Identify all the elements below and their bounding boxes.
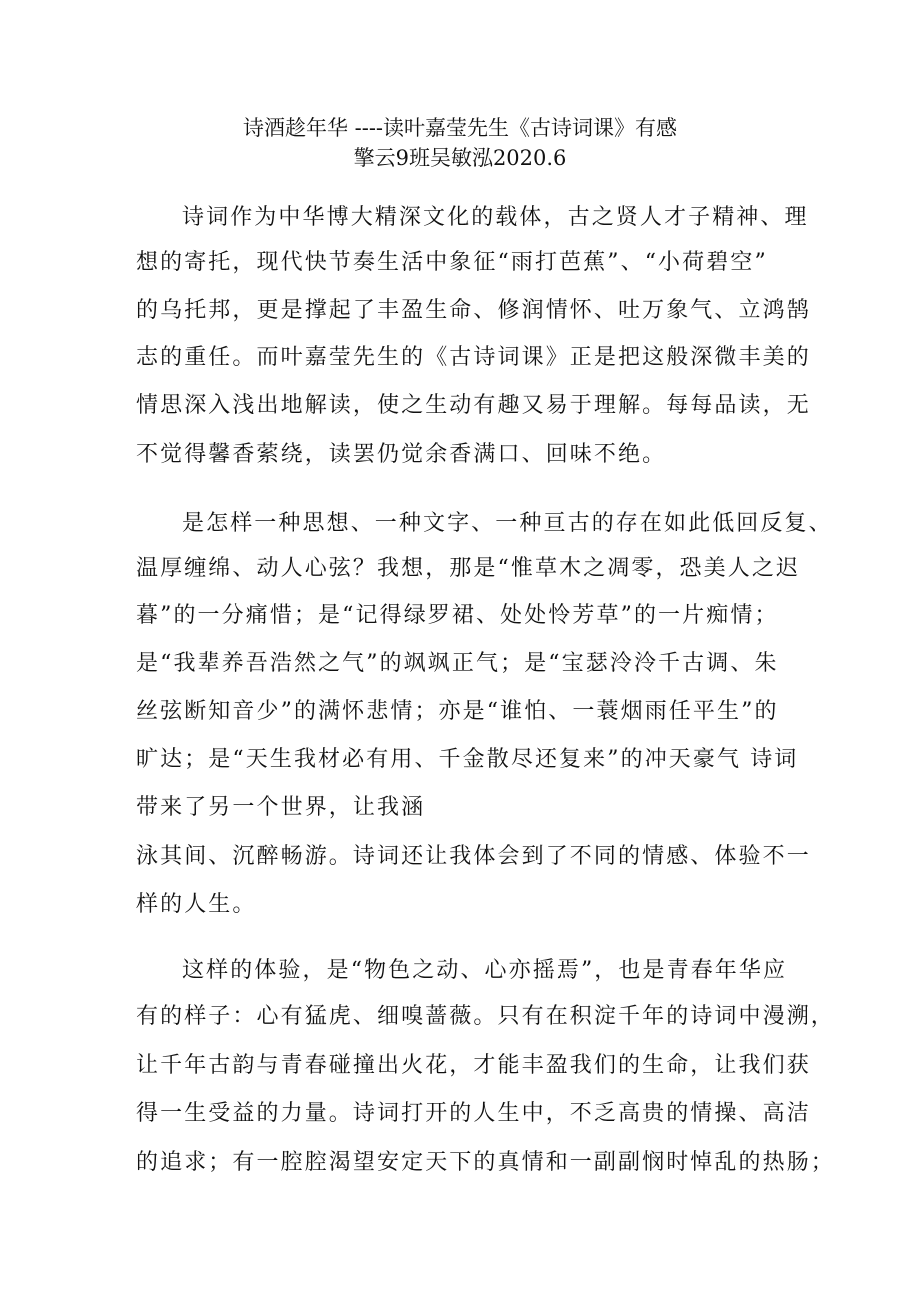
paragraph-2-line-1: 是怎样一种思想、一种文字、一种亘古的存在如此低回反复、 xyxy=(182,511,833,536)
paragraph-3-line-3: 让千年古韵与青春碰撞出火花，才能丰盈我们的生命，让我们获 xyxy=(136,1053,811,1078)
paragraph-3-line-1: 这样的体验，是“物色之动、心亦摇焉”，也是青春年华应 xyxy=(182,958,788,983)
paragraph-1-line-5: 情思深入浅出地解读，使之生动有趣又易于理解。每每品读，无 xyxy=(136,393,811,418)
author-byline: 擎云9班吴敏泓2020.6 xyxy=(353,146,567,170)
paragraph-1-line-6: 不觉得馨香萦绕，读罢仍觉余香满口、回味不绝。 xyxy=(136,442,667,467)
paragraph-3-line-4: 得一生受益的力量。诗词打开的人生中，不乏高贵的情操、高洁 xyxy=(136,1101,811,1126)
paragraph-1-line-1: 诗词作为中华博大精深文化的载体，古之贤人才子精神、理 xyxy=(182,205,809,230)
paragraph-2-line-5: 丝弦断知音少”的满怀悲情；亦是“谁怕、一蓑烟雨任平生”的 xyxy=(136,699,779,724)
paragraph-2-line-3: 暮”的一分痛惜；是“记得绿罗裙、处处怜芳草”的一片痴情； xyxy=(136,603,779,628)
paragraph-2-line-4: 是“我辈养吾浩然之气”的飒飒正气；是“宝瑟泠泠千古调、朱 xyxy=(136,651,779,676)
paragraph-2-line-6: 旷达；是“天生我材必有用、千金散尽还复来”的冲天豪气 诗词 xyxy=(136,747,799,772)
paragraph-1-line-4: 志的重任。而叶嘉莹先生的《古诗词课》正是把这般深微丰美的 xyxy=(136,345,811,370)
paragraph-2-line-2: 温厚缠绵、动人心弦？我想，那是“惟草木之凋零，恐美人之迟 xyxy=(136,556,801,581)
paragraph-1-line-2: 想的寄托，现代快节奏生活中象征“雨打芭蕉”、“小荷碧空” xyxy=(136,250,768,275)
paragraph-1-line-3: 的乌托邦，更是撑起了丰盈生命、修润情怀、吐万象气、立鸿鹄 xyxy=(136,298,811,323)
paragraph-2-line-8: 泳其间、沉醉畅游。诗词还让我体会到了不同的情感、体验不一 xyxy=(136,844,811,869)
paragraph-2-line-7: 带来了另一个世界，让我涵 xyxy=(136,795,426,820)
paragraph-2-line-9: 样的人生。 xyxy=(136,892,257,917)
paragraph-3-line-2: 有的样子：心有猛虎、细嗅蔷薇。只有在积淀千年的诗词中漫溯， xyxy=(136,1004,835,1029)
paragraph-3-line-5: 的追求；有一腔腔渴望安定天下的真情和一副副悯时悼乱的热肠； xyxy=(136,1150,835,1175)
document-title: 诗酒趁年华 ----读叶嘉莹先生《古诗词课》有感 xyxy=(242,116,678,140)
